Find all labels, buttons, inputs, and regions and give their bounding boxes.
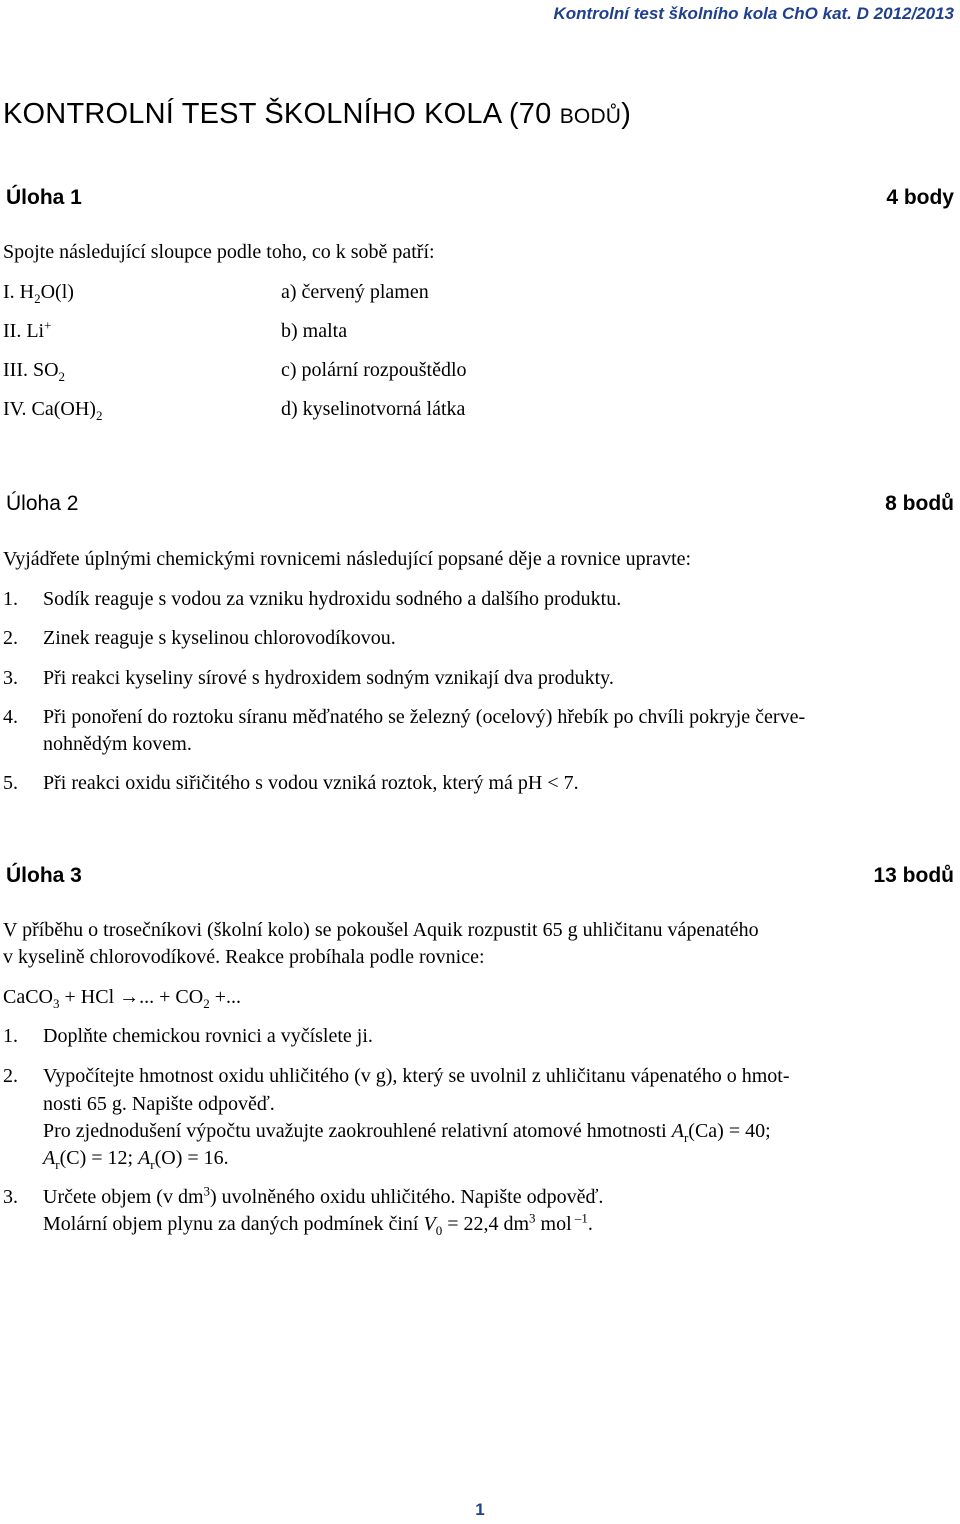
task1-left-4: IV. $Ca(OH)_2$ <box>3 398 103 423</box>
main-title-end: ) <box>621 98 632 130</box>
main-title <box>3 98 631 131</box>
page-number: 1 <box>475 1500 485 1519</box>
task3-q2-line3: Pro zjednodušení výpočtu uvažujte zaokrouhlené relativní atomové hmotnosti $A_r(Ca) = 40$; <box>43 1120 771 1145</box>
task3-heading <box>6 864 954 888</box>
task1-right-d: d) kyselinotvorná látka <box>281 398 466 420</box>
task2-item-4-cont: nohnědým kovem. <box>43 733 192 755</box>
task3-q1: 1. Doplňte chemickou rovnici a vyčíslete ji. <box>3 1025 373 1047</box>
main-title-text: KONTROLNÍ TEST ŠKOLNÍHO KOLA (70 <box>3 98 560 130</box>
task3-points: 13 bodů <box>873 864 954 887</box>
arrow-icon: → <box>119 986 140 1008</box>
task3-q2-line2: nosti 65 g. Napište odpověď. <box>43 1093 275 1115</box>
task2-name: Úloha 2 <box>6 492 79 515</box>
task3-q2-line1: 2. Vypočítejte hmotnost oxidu uhličitého (v g), který se uvolnil z uhličitanu vápenatého o hmot- <box>3 1065 790 1087</box>
task2-item-3: 3. Při reakci kyseliny sírové s hydroxidem sodným vznikají dva produkty. <box>3 667 614 689</box>
main-title-small: BODŮ <box>559 105 622 128</box>
task2-intro: Vyjádřete úplnými chemickými rovnicemi následující popsané děje a rovnice upravte: <box>3 548 692 570</box>
task2-heading <box>6 492 954 516</box>
task2-points: 8 bodů <box>885 492 954 515</box>
task3-name: Úloha 3 <box>6 864 82 887</box>
task3-q3-line1: 3. Určete objem (v $dm^3$) uvolněného oxidu uhličitého. Napište odpověď. <box>3 1183 604 1208</box>
task2-item-2: 2. Zinek reaguje s kyselinou chlorovodíkovou. <box>3 627 396 649</box>
task2-item-5: 5. Při reakci oxidu siřičitého s vodou vzniká roztok, který má pH < 7. <box>3 772 579 794</box>
task1-left-2: II. Li+ <box>3 317 52 342</box>
task1-intro: Spojte následující sloupce podle toho, co k sobě patří: <box>3 241 435 263</box>
task1-right-a: a) červený plamen <box>281 281 429 303</box>
task2-item-4: 4. Při ponoření do roztoku síranu měďnatého se železný (ocelový) hřebík po chvíli pokryje červe- <box>3 706 806 728</box>
task1-right-b: b) malta <box>281 320 348 342</box>
task3-q3-line2: Molární objem plynu za daných podmínek činí $V_0 = 22,4$ $dm^3$ mol $^{-1}$. <box>43 1210 593 1238</box>
task1-left-3: III. $SO_2$ <box>3 359 66 384</box>
task2-item-1: 1. Sodík reaguje s vodou za vzniku hydroxidu sodného a dalšího produktu. <box>3 588 622 610</box>
task1-heading <box>6 186 954 210</box>
task1-points: 4 body <box>886 186 954 209</box>
task1-left-1: I. $H_2O(l)$ <box>3 281 74 306</box>
task3-intro-1: V příběhu o trosečníkovi (školní kolo) se pokoušel Aquik rozpustit 65 g uhličitanu vápenatého <box>3 919 759 941</box>
task3-equation: CaCO$_3$ + HCl →... + $CO_2$ +... <box>3 986 241 1011</box>
task1-name: Úloha 1 <box>6 186 82 209</box>
task3-q2-line4: $A_r(C) = 12$; $A_r(O) = 16$. <box>43 1147 229 1172</box>
task3-intro-2: v kyselině chlorovodíkové. Reakce probíhala podle rovnice: <box>3 946 485 968</box>
page-header: Kontrolní test školního kola ChO kat. D 2012/2013 <box>553 4 954 23</box>
task1-right-c: c) polární rozpouštědlo <box>281 359 467 381</box>
